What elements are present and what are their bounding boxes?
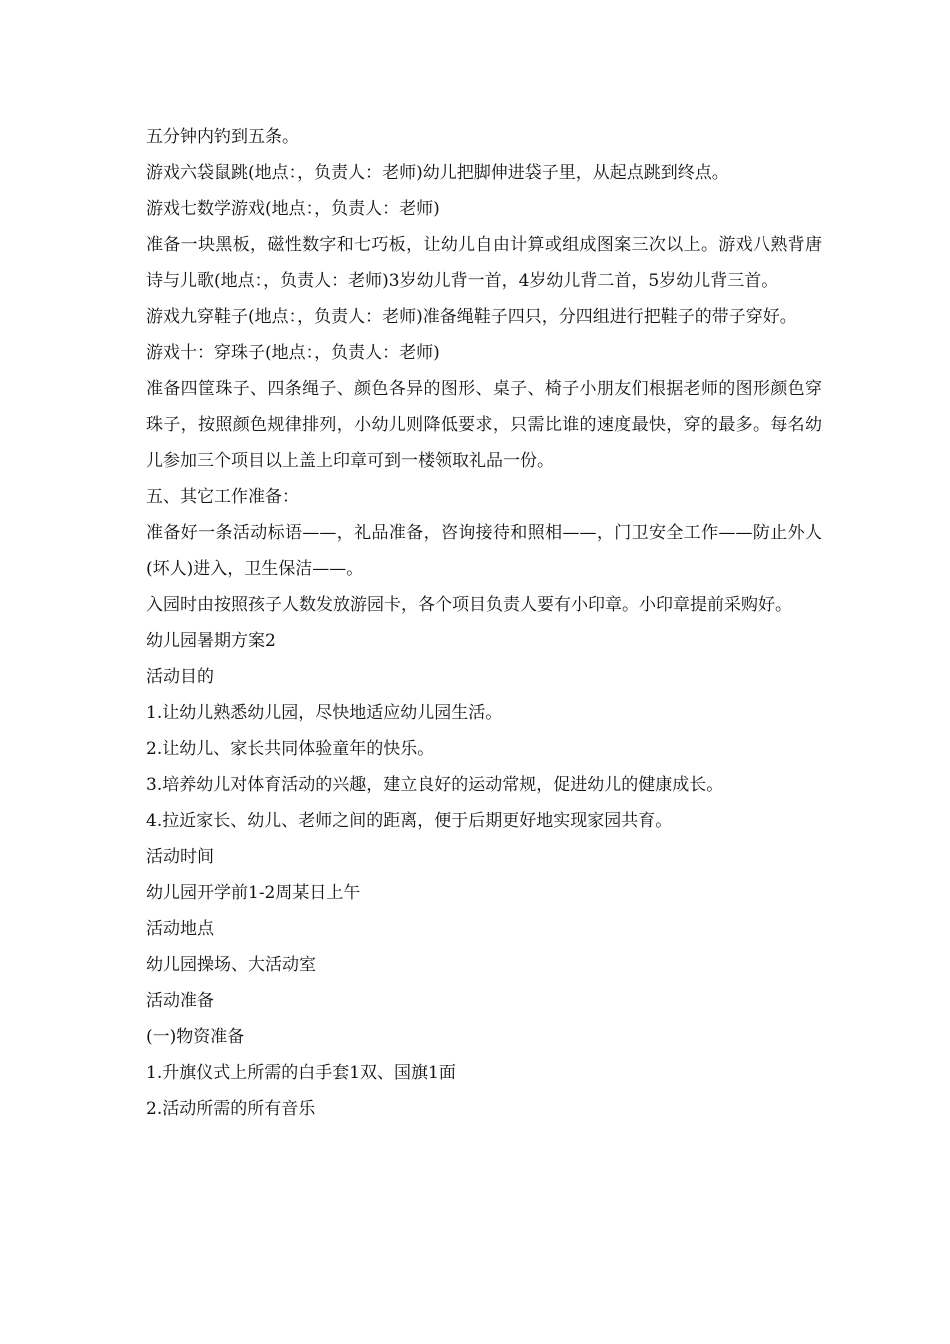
heading-activity-location: 活动地点 xyxy=(146,919,214,939)
section-heading-other-prep: 五、其它工作准备： xyxy=(146,487,299,507)
document-body xyxy=(146,119,822,1127)
heading-activity-time: 活动时间 xyxy=(146,847,214,867)
heading-activity-prep: 活动准备 xyxy=(146,991,214,1011)
goal-item-1: 1.让幼儿熟悉幼儿园，尽快地适应幼儿园生活。 xyxy=(146,703,503,723)
document-title-plan-2: 幼儿园暑期方案2 xyxy=(146,631,276,651)
paragraph-blackboard-game-eight: 准备一块黑板，磁性数字和七巧板，让幼儿自由计算或组成图案三次以上。游戏八熟背唐诗与儿歌(地点：，负责人：老师)3岁幼儿背一首，4岁幼儿背二首，5岁幼儿背三首。 xyxy=(146,235,822,291)
paragraph-banner-prep: 准备好一条活动标语——，礼品准备，咨询接待和照相——，门卫安全工作——防止外人(坏人)进入，卫生保洁——。 xyxy=(146,523,822,579)
material-item-1: 1.升旗仪式上所需的白手套1双、国旗1面 xyxy=(146,1063,456,1083)
paragraph-beads-prep: 准备四筐珠子、四条绳子、颜色各异的图形、桌子、椅子小朋友们根据老师的图形颜色穿珠子，按照颜色规律排列，小幼儿则降低要求，只需比谁的速度最快，穿的最多。每名幼儿参加三个项目以上盖上印章可到一楼领取礼品一份。 xyxy=(146,379,822,471)
activity-location-value: 幼儿园操场、大活动室 xyxy=(146,955,316,975)
paragraph-game-six: 游戏六袋鼠跳(地点：，负责人：老师)幼儿把脚伸进袋子里，从起点跳到终点。 xyxy=(146,163,729,183)
paragraph-game-nine: 游戏九穿鞋子(地点：，负责人：老师)准备绳鞋子四只，分四组进行把鞋子的带子穿好。 xyxy=(146,307,797,327)
subheading-material-prep: (一)物资准备 xyxy=(146,1027,245,1047)
paragraph-game-seven: 游戏七数学游戏(地点：，负责人：老师) xyxy=(146,199,440,219)
activity-time-value: 幼儿园开学前1-2周某日上午 xyxy=(146,883,361,903)
goal-item-4: 4.拉近家长、幼儿、老师之间的距离，便于后期更好地实现家园共育。 xyxy=(146,811,673,831)
paragraph-fishing-end: 五分钟内钓到五条。 xyxy=(146,127,299,147)
paragraph-park-card: 入园时由按照孩子人数发放游园卡，各个项目负责人要有小印章。小印章提前采购好。 xyxy=(146,595,792,615)
paragraph-game-ten: 游戏十：穿珠子(地点：，负责人：老师) xyxy=(146,343,440,363)
goal-item-3: 3.培养幼儿对体育活动的兴趣，建立良好的运动常规，促进幼儿的健康成长。 xyxy=(146,775,724,795)
material-item-2: 2.活动所需的所有音乐 xyxy=(146,1099,316,1119)
heading-activity-goal: 活动目的 xyxy=(146,667,214,687)
goal-item-2: 2.让幼儿、家长共同体验童年的快乐。 xyxy=(146,739,435,759)
